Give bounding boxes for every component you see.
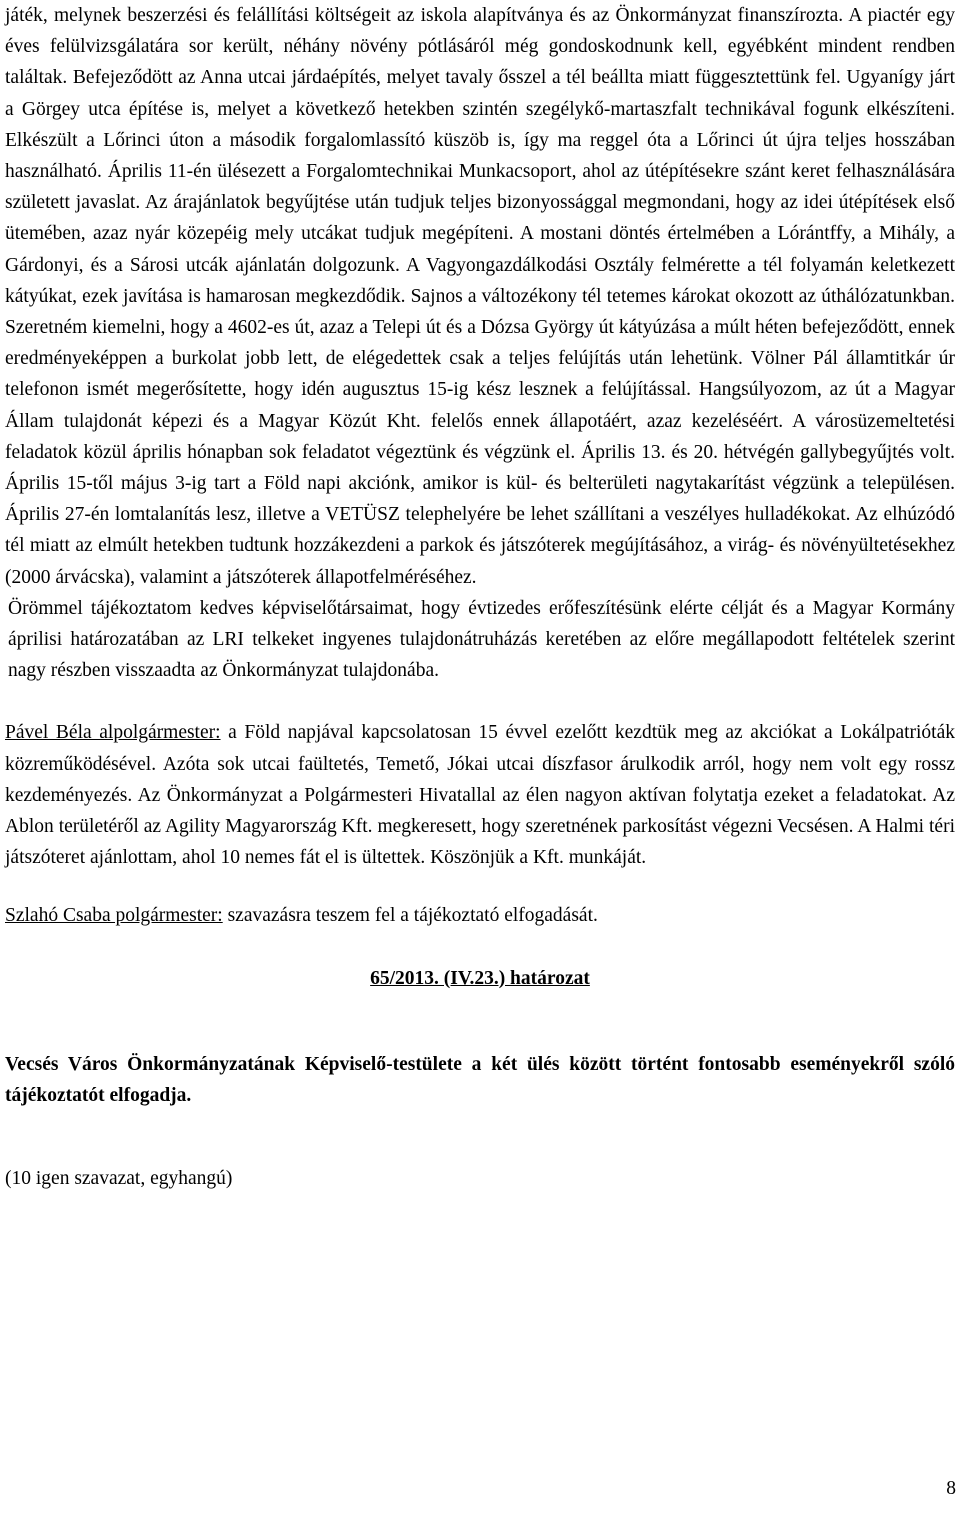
document-page: [5, 0, 955, 1194]
vote-result: (10 igen szavazat, egyhangú): [5, 1167, 233, 1189]
speaker-name-mayor: Szlahó Csaba polgármester:: [5, 905, 223, 927]
body-paragraph-lri: Örömmel tájékoztatom kedves képviselőtársaimat, hogy évtizedes erőfeszítésünk elérte célját és a Magyar Kormány áprilisi határozatában az LRI telkeket ingyenes tulajdonátruházás keretében az előre megállapodott feltételek szerint nagy részben visszaadta az Önkormányzat tulajdonába.: [8, 597, 955, 682]
page-number: 8: [946, 1478, 956, 1499]
speaker-paragraph-mayor: [5, 900, 955, 931]
speaker-text-deputy-mayor: a Föld napjával kapcsolatosan 15 évvel ezelőtt kezdtük meg az akciókat a Lokálpatrióták közreműködésével. Azóta sok utcai faültetés, Temető, Jókai utcai díszfasor árulkodik arról, hogy nem volt egy rossz kezdeményezés. Az Önkormányzat a Polgármesteri Hivatallal az élen nagyon aktívan folytatja ezeket a feladatokat. Az Ablon területéről az Agility Magyarország Kft. megkeresett, hogy szeretnének parkosítást végezni Vecsésen. A Halmi téri játszóteret ajánlottam, ahol 10 nemes fát el is ültettek. Köszönjük a Kft. munkáját.: [5, 722, 956, 869]
resolution-text: Vecsés Város Önkormányzatának Képviselő-testülete a két ülés között történt fontosabb eseményekről szóló tájékoztatót elfogadja.: [5, 1053, 955, 1106]
body-paragraph: játék, melynek beszerzési és felállítási költségeit az iskola alapítványa és az Önkormányzat finanszírozta. A piactér egy éves felülvizsgálatára sor került, néhány növény pótlásáról még gondoskodnunk kell, egyébként mindent rendben találtak. Befejeződött az Anna utcai járdaépítés, melyet tavaly ősszel a tél beállta miatt függesztettünk fel. Ugyanígy járt a Görgey utca építése is, melyet a következő hetekben szintén szegélykő-martaszfalt technikával fogunk elkészíteni. Elkészült a Lőrinci úton a második forgalomlassító küszöb is, így ma reggel óta a Lőrinci út újra teljes hosszában használható. Április 11-én ülésezett a Forgalomtechnikai Munkacsoport, ahol az útépítésekre szánt keret felhasználására született javaslat. Az árajánlatok begyűjtése után tudjuk teljes bizonyossággal megmondani, hogy az idei útépítések első ütemében, azaz nyár közepéig mely utcákat tudjuk megépíteni. A mostani döntés értelmében a Lórántffy, a Mihály, a Gárdonyi, és a Sárosi utcák ajánlatán dolgozunk. A Vagyongazdálkodási Osztály felmérette a tél folyamán keletkezett kátyúkat, ezek javítása is hamarosan megkezdődik. Sajnos a változékony tél tetemes károkat okozott az úthálózatunkban. Szeretném kiemelni, hogy a 4602-es út, azaz a Telepi út és a Dózsa György út kátyúzása a múlt héten befejeződött, ennek eredményeképpen a burkolat jobb lett, de elégedettek csak a teljes felújítás után lehetünk. Völner Pál államtitkár úr telefonon ismét megerősítette, hogy idén augusztus 15-ig kész lesznek a felújítással. Hangsúlyozom, az út a Magyar Állam tulajdonát képezi és a Magyar Közút Kht. felelős ennek állapotáért, azaz kezeléséért. A városüzemeltetési feladatok közül április hónapban sok feladatot végeztünk és végzünk el. Április 13. és 20. hétvégén gallybegyűjtés volt. Április 15-től május 3-ig tart a Föld napi akciónk, amikor is kül- és belterületi nagytakarítást végzünk a településen. Április 27-én lomtalanítás lesz, illetve a VETÜSZ telephelyére be lehet szállítani a veszélyes hulladékokat. Az elhúzódó tél miatt az elmúlt hetekben tudtunk hozzákezdeni a parkok és játszóterek megújításához, a virág- és növényültetésekhez (2000 árvácska), valamint a játszóterek állapotfelméréséhez.: [5, 5, 955, 588]
speaker-text-mayor: szavazásra teszem fel a tájékoztató elfogadását.: [222, 905, 598, 927]
resolution-number: 65/2013. (IV.23.) határozat: [370, 967, 590, 989]
speaker-name-deputy-mayor: Pável Béla alpolgármester:: [5, 722, 221, 744]
speaker-paragraph-deputy-mayor: [5, 717, 955, 873]
